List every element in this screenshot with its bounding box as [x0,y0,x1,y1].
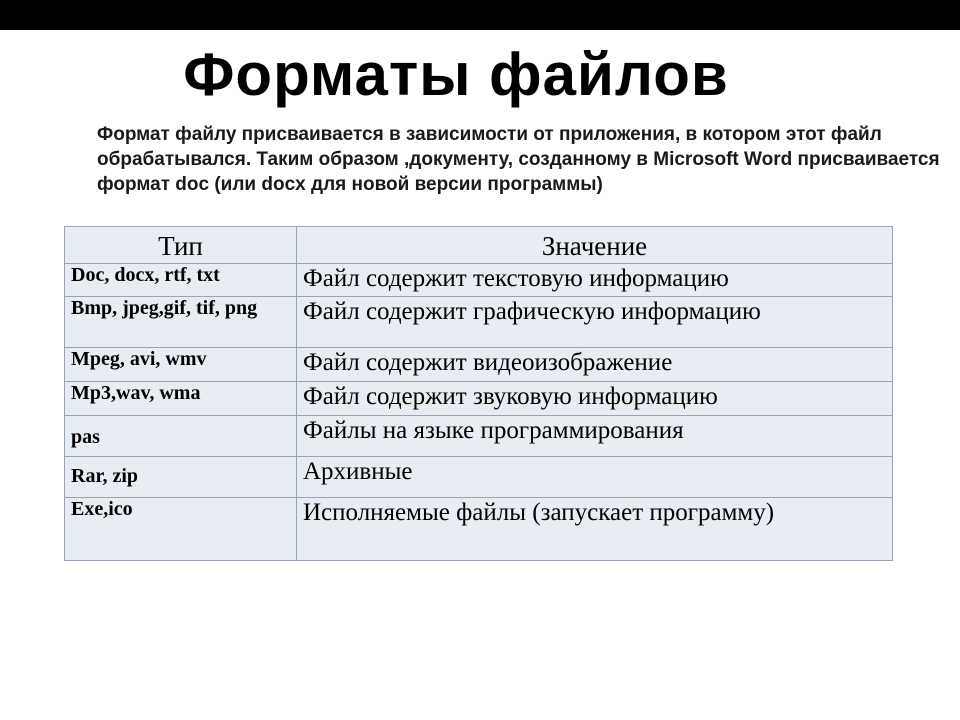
table-row [65,457,893,498]
header-value: Значение [297,227,893,264]
slide-title: Форматы файлов [183,41,729,108]
table-row [65,382,893,416]
table-row [65,264,893,297]
table-row [65,416,893,457]
header-type: Тип [65,227,297,264]
intro-paragraph: Формат файлу присваивается в зависимости от приложения, в котором этот файл обрабатывался. Таким образом ,документу, созданному в Microsoft Word присваивается формат doc (или docx для новой версии программы) [97,124,940,195]
type-cell: Doc, docx, rtf, txt [65,264,297,297]
type-cell: Mpeg, avi, wmv [65,348,297,382]
table-row [65,348,893,382]
table-row [65,498,893,561]
type-cell: Mp3,wav, wma [65,382,297,416]
value-cell: Исполняемые файлы (запускает программу) [297,498,893,561]
table-row [65,297,893,348]
value-cell: Файл содержит звуковую информацию [297,382,893,416]
file-formats-table [64,226,893,561]
type-cell: Exe,ico [65,498,297,561]
value-cell: Файлы на языке программирования [297,416,893,457]
top-bar [0,0,960,30]
table-header-row [65,227,893,264]
value-cell: Файл содержит видеоизображение [297,348,893,382]
value-cell: Файл содержит графическую информацию [297,297,893,348]
type-cell: Rar, zip [65,457,297,498]
value-cell: Архивные [297,457,893,498]
value-cell: Файл содержит текстовую информацию [297,264,893,297]
type-cell: pas [65,416,297,457]
type-cell: Bmp, jpeg,gif, tif, png [65,297,297,348]
